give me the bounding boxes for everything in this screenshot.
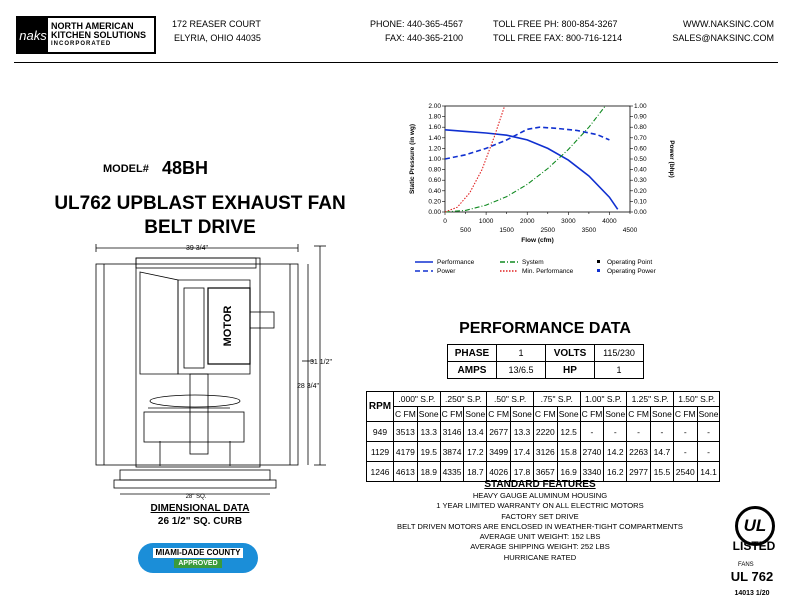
phase-value: 1 xyxy=(497,345,546,362)
email-link[interactable]: SALES@NAKSINC.COM xyxy=(672,33,774,43)
sone-header: Sone xyxy=(650,407,673,422)
ul-listed: LISTED xyxy=(732,539,776,553)
table-cell: 14.7 xyxy=(650,442,673,462)
y-tick-label: 1.80 xyxy=(428,113,441,121)
y2-axis-label: Power (bhp) xyxy=(668,140,675,178)
table-cell: 3874 xyxy=(440,442,464,462)
model-number: 48BH xyxy=(162,158,209,178)
cfm-header: C FM xyxy=(440,407,464,422)
sone-header: Sone xyxy=(697,407,720,422)
table-cell: 2677 xyxy=(487,422,511,442)
y-tick-label: 0.80 xyxy=(428,166,441,174)
logo-line1: NORTH AMERICAN xyxy=(51,20,134,31)
feature-item: 1 YEAR LIMITED WARRANTY ON ALL ELECTRIC MOTORS xyxy=(436,501,644,511)
table-cell: - xyxy=(627,422,651,442)
table-cell: 3499 xyxy=(487,442,511,462)
y-tick-label: 0.60 xyxy=(428,177,441,185)
x-tick-label: 4000 xyxy=(602,218,617,225)
legend-marker xyxy=(597,269,600,272)
x-axis-label: Flow (cfm) xyxy=(521,237,554,244)
table-row xyxy=(367,422,720,442)
sone-header: Sone xyxy=(604,407,627,422)
phone: PHONE: 440-365-4567 xyxy=(369,19,463,29)
feature-item: AVERAGE UNIT WEIGHT: 152 LBS xyxy=(479,532,601,542)
sp-group-header: .250" S.P. xyxy=(440,392,487,407)
x-tick-label: 0 xyxy=(443,218,447,225)
cfm-header: C FM xyxy=(627,407,651,422)
table-cell: 3146 xyxy=(440,422,464,442)
badge-line1: MIAMI-DADE COUNTY xyxy=(153,548,244,558)
height-dimension-1: 31 1/2" xyxy=(310,359,332,366)
miami-dade-badge xyxy=(138,543,258,573)
table-cell: 3126 xyxy=(533,442,557,462)
sp-group-header: .000" S.P. xyxy=(394,392,441,407)
electrical-row xyxy=(448,345,644,362)
y2-tick-label: 0.40 xyxy=(634,166,647,174)
company-logo xyxy=(16,16,156,54)
series-line-3 xyxy=(445,106,505,212)
table-cell: 17.4 xyxy=(511,442,534,462)
volts-label: VOLTS xyxy=(546,345,595,362)
rpm-cell: 949 xyxy=(367,422,394,442)
y-tick-label: 0.20 xyxy=(428,198,441,206)
sp-group-header: 1.00" S.P. xyxy=(580,392,627,407)
table-cell: - xyxy=(604,422,627,442)
sone-header: Sone xyxy=(464,407,487,422)
hp-label: HP xyxy=(546,362,595,379)
table-cell: 13.4 xyxy=(464,422,487,442)
table-cell: 12.5 xyxy=(557,422,580,442)
product-title: UL762 UPBLAST EXHAUST FAN xyxy=(54,193,346,214)
logo-line2: KITCHEN SOLUTIONS xyxy=(51,29,147,40)
series-line-0 xyxy=(445,130,618,210)
cfm-header: C FM xyxy=(673,407,697,422)
table-cell: - xyxy=(697,422,720,442)
table-row xyxy=(367,442,720,462)
standard-features-list xyxy=(360,491,720,563)
y-axis-label: Static Pressure (in wg) xyxy=(409,123,416,195)
x-tick-label: 1000 xyxy=(478,218,494,225)
hp-value: 1 xyxy=(595,362,644,379)
table-cell: 15.8 xyxy=(557,442,580,462)
table-cell: 13.3 xyxy=(417,422,440,442)
logo-line3: INCORPORATED xyxy=(51,40,112,47)
width-dimension: 39 3/4" xyxy=(186,245,208,252)
x-tick-label: 1500 xyxy=(499,227,514,234)
phase-label: PHASE xyxy=(448,345,497,362)
electrical-row xyxy=(448,362,644,379)
height-dimension-2: 28 3/4" xyxy=(297,383,319,390)
standard-features-title: STANDARD FEATURES xyxy=(484,479,596,490)
table-cell: 16.2 xyxy=(604,462,627,482)
base-dimension: 28" SQ. xyxy=(185,494,207,500)
header-rule xyxy=(14,62,778,63)
table-cell: 17.2 xyxy=(464,442,487,462)
feature-item: HURRICANE RATED xyxy=(503,552,577,562)
table-cell: 4026 xyxy=(487,462,511,482)
y2-tick-label: 0.50 xyxy=(634,156,647,163)
y-tick-label: 0.00 xyxy=(428,209,441,216)
amps-label: AMPS xyxy=(448,362,497,379)
ul-fans: FANS xyxy=(738,562,754,568)
y2-tick-label: 1.00 xyxy=(634,103,647,110)
y-tick-label: 1.00 xyxy=(428,156,441,163)
y-tick-label: 2.00 xyxy=(428,103,441,110)
table-cell: 2740 xyxy=(580,442,604,462)
table-cell: 3657 xyxy=(533,462,557,482)
y-tick-label: 0.40 xyxy=(428,187,441,195)
y-tick-label: 1.40 xyxy=(428,134,441,142)
table-cell: 18.7 xyxy=(464,462,487,482)
sp-group-header: .50" S.P. xyxy=(487,392,534,407)
ul-code: UL 762 xyxy=(730,569,774,584)
sp-group-header: .75" S.P. xyxy=(533,392,580,407)
phone-block xyxy=(345,17,463,45)
table-cell: - xyxy=(697,442,720,462)
address-line1: 172 REASER COURT xyxy=(172,19,261,29)
legend-label: Min. Performance xyxy=(522,268,574,275)
performance-chart xyxy=(400,98,685,283)
table-cell: - xyxy=(580,422,604,442)
legend-label: Operating Power xyxy=(607,268,656,275)
electrical-table xyxy=(447,344,644,379)
y-tick-label: 1.20 xyxy=(428,145,441,153)
series-line-2 xyxy=(445,106,605,212)
model-label: MODEL# xyxy=(103,163,149,175)
table-cell: 14.2 xyxy=(604,442,627,462)
y2-tick-label: 0.90 xyxy=(634,113,647,121)
badge-line2: APPROVED xyxy=(174,559,221,568)
table-cell: 4179 xyxy=(394,442,418,462)
cfm-header: C FM xyxy=(487,407,511,422)
table-cell: 3513 xyxy=(394,422,418,442)
static-pressure-table xyxy=(366,391,720,482)
feature-item: HEAVY GAUGE ALUMINUM HOUSING xyxy=(472,491,608,500)
feature-item: AVERAGE SHIPPING WEIGHT: 252 LBS xyxy=(470,542,610,552)
fan-drawing xyxy=(80,236,340,504)
table-header-row xyxy=(367,392,720,407)
sone-header: Sone xyxy=(511,407,534,422)
dimensional-subtitle: 26 1/2" SQ. CURB xyxy=(157,516,243,527)
toll-free-fax: TOLL FREE FAX: 800-716-1214 xyxy=(493,33,623,43)
y2-tick-label: 0.10 xyxy=(634,198,647,206)
legend-label: Power xyxy=(437,268,456,275)
logo-mark: naks xyxy=(18,18,48,52)
legend-label: System xyxy=(522,259,544,266)
amps-value: 13/6.5 xyxy=(497,362,546,379)
rpm-cell: 1246 xyxy=(367,462,394,482)
table-cell: - xyxy=(673,422,697,442)
toll-free-phone: TOLL FREE PH: 800-854-3267 xyxy=(493,19,618,29)
cfm-header: C FM xyxy=(580,407,604,422)
table-cell: 4613 xyxy=(394,462,418,482)
table-cell: 2977 xyxy=(627,462,651,482)
table-cell: 15.5 xyxy=(650,462,673,482)
address-block xyxy=(172,17,261,45)
document-code: 14013 1/20 xyxy=(734,590,770,597)
product-subtitle: BELT DRIVE xyxy=(144,217,256,238)
table-cell: 17.8 xyxy=(511,462,534,482)
y2-tick-label: 0.70 xyxy=(634,134,647,142)
feature-item: FACTORY SET DRIVE xyxy=(501,511,579,521)
dimensional-title: DIMENSIONAL DATA xyxy=(150,503,250,514)
volts-value: 115/230 xyxy=(595,345,644,362)
performance-title: PERFORMANCE DATA xyxy=(459,320,631,337)
motor-label: MOTOR xyxy=(222,305,234,347)
table-cell: 2263 xyxy=(627,442,651,462)
y2-tick-label: 0.00 xyxy=(634,209,647,216)
table-cell: 3340 xyxy=(580,462,604,482)
sp-group-header: 1.25" S.P. xyxy=(627,392,674,407)
table-cell: 2540 xyxy=(673,462,697,482)
y2-tick-label: 0.20 xyxy=(634,187,647,195)
table-subheader-row xyxy=(367,407,720,422)
website-link[interactable]: WWW.NAKSINC.COM xyxy=(683,19,774,29)
sone-header: Sone xyxy=(417,407,440,422)
x-tick-label: 3000 xyxy=(561,218,576,225)
feature-item: BELT DRIVEN MOTORS ARE ENCLOSED IN WEATHER-TIGHT COMPARTMENTS xyxy=(397,521,683,531)
rpm-cell: 1129 xyxy=(367,442,394,462)
cfm-header: C FM xyxy=(394,407,418,422)
table-cell: 4335 xyxy=(440,462,464,482)
address-line2: ELYRIA, OHIO 44035 xyxy=(174,33,261,43)
table-cell: - xyxy=(650,422,673,442)
ul-logo: UL xyxy=(735,506,775,546)
legend-label: Performance xyxy=(437,259,475,266)
table-cell: 2220 xyxy=(533,422,557,442)
x-tick-label: 2500 xyxy=(540,227,556,234)
legend-marker xyxy=(597,260,600,263)
y2-tick-label: 0.60 xyxy=(634,145,647,153)
x-tick-label: 2000 xyxy=(519,218,535,225)
table-cell: 19.5 xyxy=(417,442,440,462)
sp-group-header: 1.50" S.P. xyxy=(673,392,720,407)
fax: FAX: 440-365-2100 xyxy=(384,33,463,43)
x-tick-label: 3500 xyxy=(581,227,597,234)
x-tick-label: 500 xyxy=(460,227,471,234)
legend-label: Operating Point xyxy=(607,259,653,266)
y2-tick-label: 0.30 xyxy=(634,177,647,185)
table-cell: - xyxy=(673,442,697,462)
table-cell: 18.9 xyxy=(417,462,440,482)
tollfree-block xyxy=(493,17,622,45)
table-cell: 16.9 xyxy=(557,462,580,482)
y-tick-label: 1.60 xyxy=(428,124,441,132)
sone-header: Sone xyxy=(557,407,580,422)
web-block xyxy=(650,17,774,45)
y2-tick-label: 0.80 xyxy=(634,124,647,132)
x-tick-label: 4500 xyxy=(622,227,638,234)
rpm-header: RPM xyxy=(367,392,394,422)
table-cell: 13.3 xyxy=(511,422,534,442)
table-cell: 14.1 xyxy=(697,462,720,482)
cfm-header: C FM xyxy=(533,407,557,422)
plot-frame xyxy=(445,106,630,212)
